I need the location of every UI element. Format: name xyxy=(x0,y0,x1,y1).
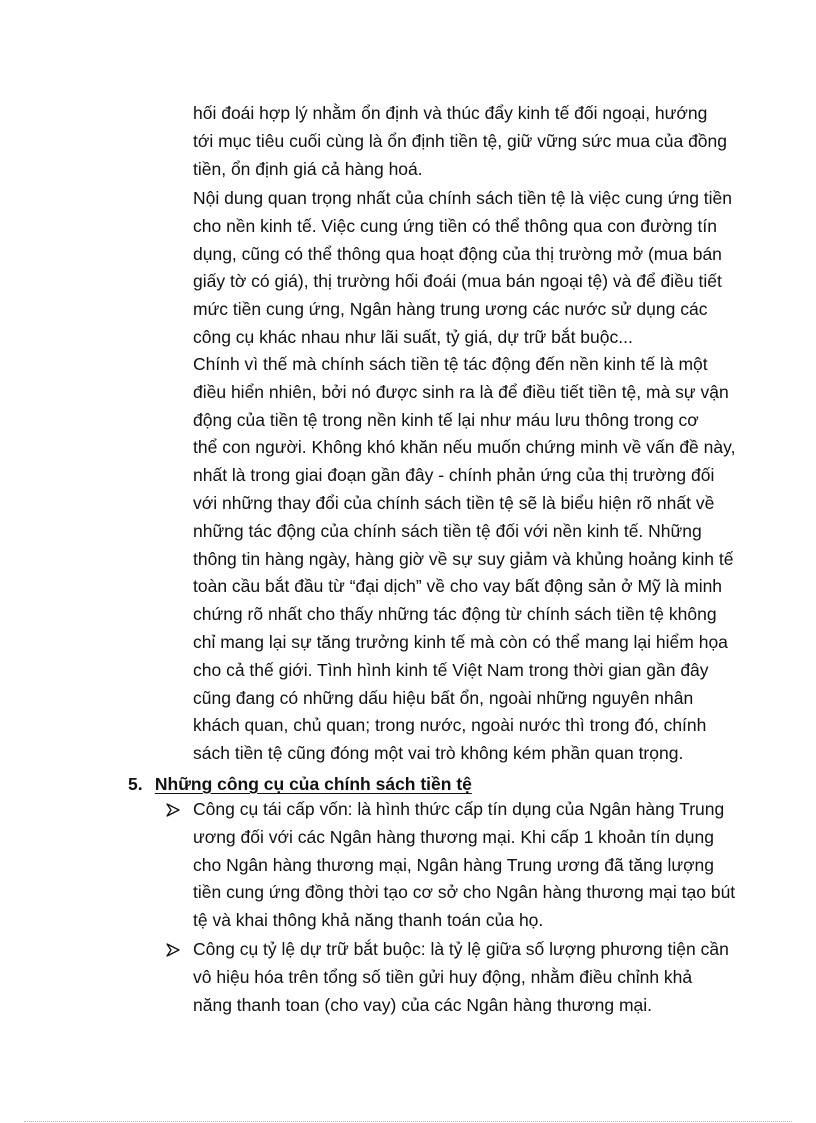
text-line: Chính vì thế mà chính sách tiền tệ tác động đến nền kinh tế là một xyxy=(193,354,708,374)
text-line: với những thay đổi của chính sách tiền tệ sẽ là biểu hiện rõ nhất về xyxy=(193,492,715,513)
paragraph-exchange-rate xyxy=(193,100,753,183)
text-line: cũng đang có những dấu hiệu bất ổn, ngoài những nguyên nhân xyxy=(193,687,694,708)
text-line: toàn cầu bắt đầu từ “đại dịch” về cho vay bất động sản ở Mỹ là minh xyxy=(193,576,723,597)
arrowhead-bullet-icon xyxy=(165,802,181,818)
text-line: chỉ mang lại sự tăng trưởng kinh tế mà còn có thể mang lại hiểm họa xyxy=(193,631,728,652)
text-line: vô hiệu hóa trên tổng số tiền gửi huy động, nhằm điều chỉnh khả xyxy=(193,966,693,987)
text-line: tệ và khai thông khả năng thanh toán của họ. xyxy=(193,910,544,931)
text-line: thể con người. Không khó khăn nếu muốn chứng minh về vấn đề này, xyxy=(193,437,736,458)
text-line: cho Ngân hàng thương mại, Ngân hàng Trung ương đã tăng lượng xyxy=(193,854,715,875)
text-line: hối đoái hợp lý nhằm ổn định và thúc đẩy kinh tế đối ngoại, hướng xyxy=(193,103,708,123)
section-title: Những công cụ của chính sách tiền tệ xyxy=(154,774,472,794)
text-line: nhất là trong giai đoạn gần đây - chính phản ứng của thị trường đối xyxy=(193,465,715,486)
text-line: Công cụ tỷ lệ dự trữ bắt buộc: là tỷ lệ giữa số lượng phương tiện cần xyxy=(193,939,729,959)
page-bottom-divider xyxy=(24,1121,792,1122)
text-line: tiền cung ứng đồng thời tạo cơ sở cho Ngân hàng thương mại tạo bút xyxy=(193,882,736,903)
text-line: Công cụ tái cấp vốn: là hình thức cấp tín dụng của Ngân hàng Trung xyxy=(193,799,725,819)
section-heading xyxy=(128,770,472,798)
text-line: giấy tờ có giá), thị trường hối đoái (mua bán ngoại tệ) và để điều tiết xyxy=(193,271,722,292)
section-number: 5. xyxy=(128,774,143,794)
text-line: mức tiền cung ứng, Ngân hàng trung ương các nước sử dụng các xyxy=(193,299,708,320)
text-line: chứng rõ nhất cho thấy những tác động từ chính sách tiền tệ không xyxy=(193,604,717,625)
bullet-refinancing xyxy=(193,796,753,935)
paragraph-money-supply xyxy=(193,185,753,352)
text-line: khách quan, chủ quan; trong nước, ngoài nước thì trong đó, chính xyxy=(193,715,707,736)
text-line: thông tin hàng ngày, hàng giờ về sự suy giảm và khủng hoảng kinh tế xyxy=(193,548,734,569)
paragraph-impact xyxy=(193,351,753,768)
text-line: động của tiền tệ trong nền kinh tế lại như máu lưu thông trong cơ xyxy=(193,409,699,430)
text-line: những tác động của chính sách tiền tệ đối với nền kinh tế. Những xyxy=(193,520,702,541)
text-line: điều hiển nhiên, bởi nó được sinh ra là để điều tiết tiền tệ, mà sự vận xyxy=(193,381,729,402)
text-line: tới mục tiêu cuối cùng là ổn định tiền tệ, giữ vững sức mua của đồng xyxy=(193,130,727,151)
text-line: ương đối với các Ngân hàng thương mại. Khi cấp 1 khoản tín dụng xyxy=(193,826,714,847)
text-line: tiền, ổn định giá cả hàng hoá. xyxy=(193,158,423,179)
text-line: Nội dung quan trọng nhất của chính sách tiền tệ là việc cung ứng tiền xyxy=(193,188,733,208)
text-line: cho cả thế giới. Tình hình kinh tế Việt Nam trong thời gian gần đây xyxy=(193,659,709,680)
text-line: công cụ khác nhau như lãi suất, tỷ giá, dự trữ bắt buộc... xyxy=(193,326,633,347)
arrowhead-bullet-icon xyxy=(165,942,181,958)
text-line: dụng, cũng có thể thông qua hoạt động của thị trường mở (mua bán xyxy=(193,243,722,264)
text-line: sách tiền tệ cũng đóng một vai trò không kém phần quan trọng. xyxy=(193,743,684,764)
text-line: cho nền kinh tế. Việc cung ứng tiền có thể thông qua con đường tín xyxy=(193,215,717,236)
bullet-reserve-ratio xyxy=(193,936,753,1019)
text-line: năng thanh toan (cho vay) của các Ngân hàng thương mại. xyxy=(193,994,653,1015)
